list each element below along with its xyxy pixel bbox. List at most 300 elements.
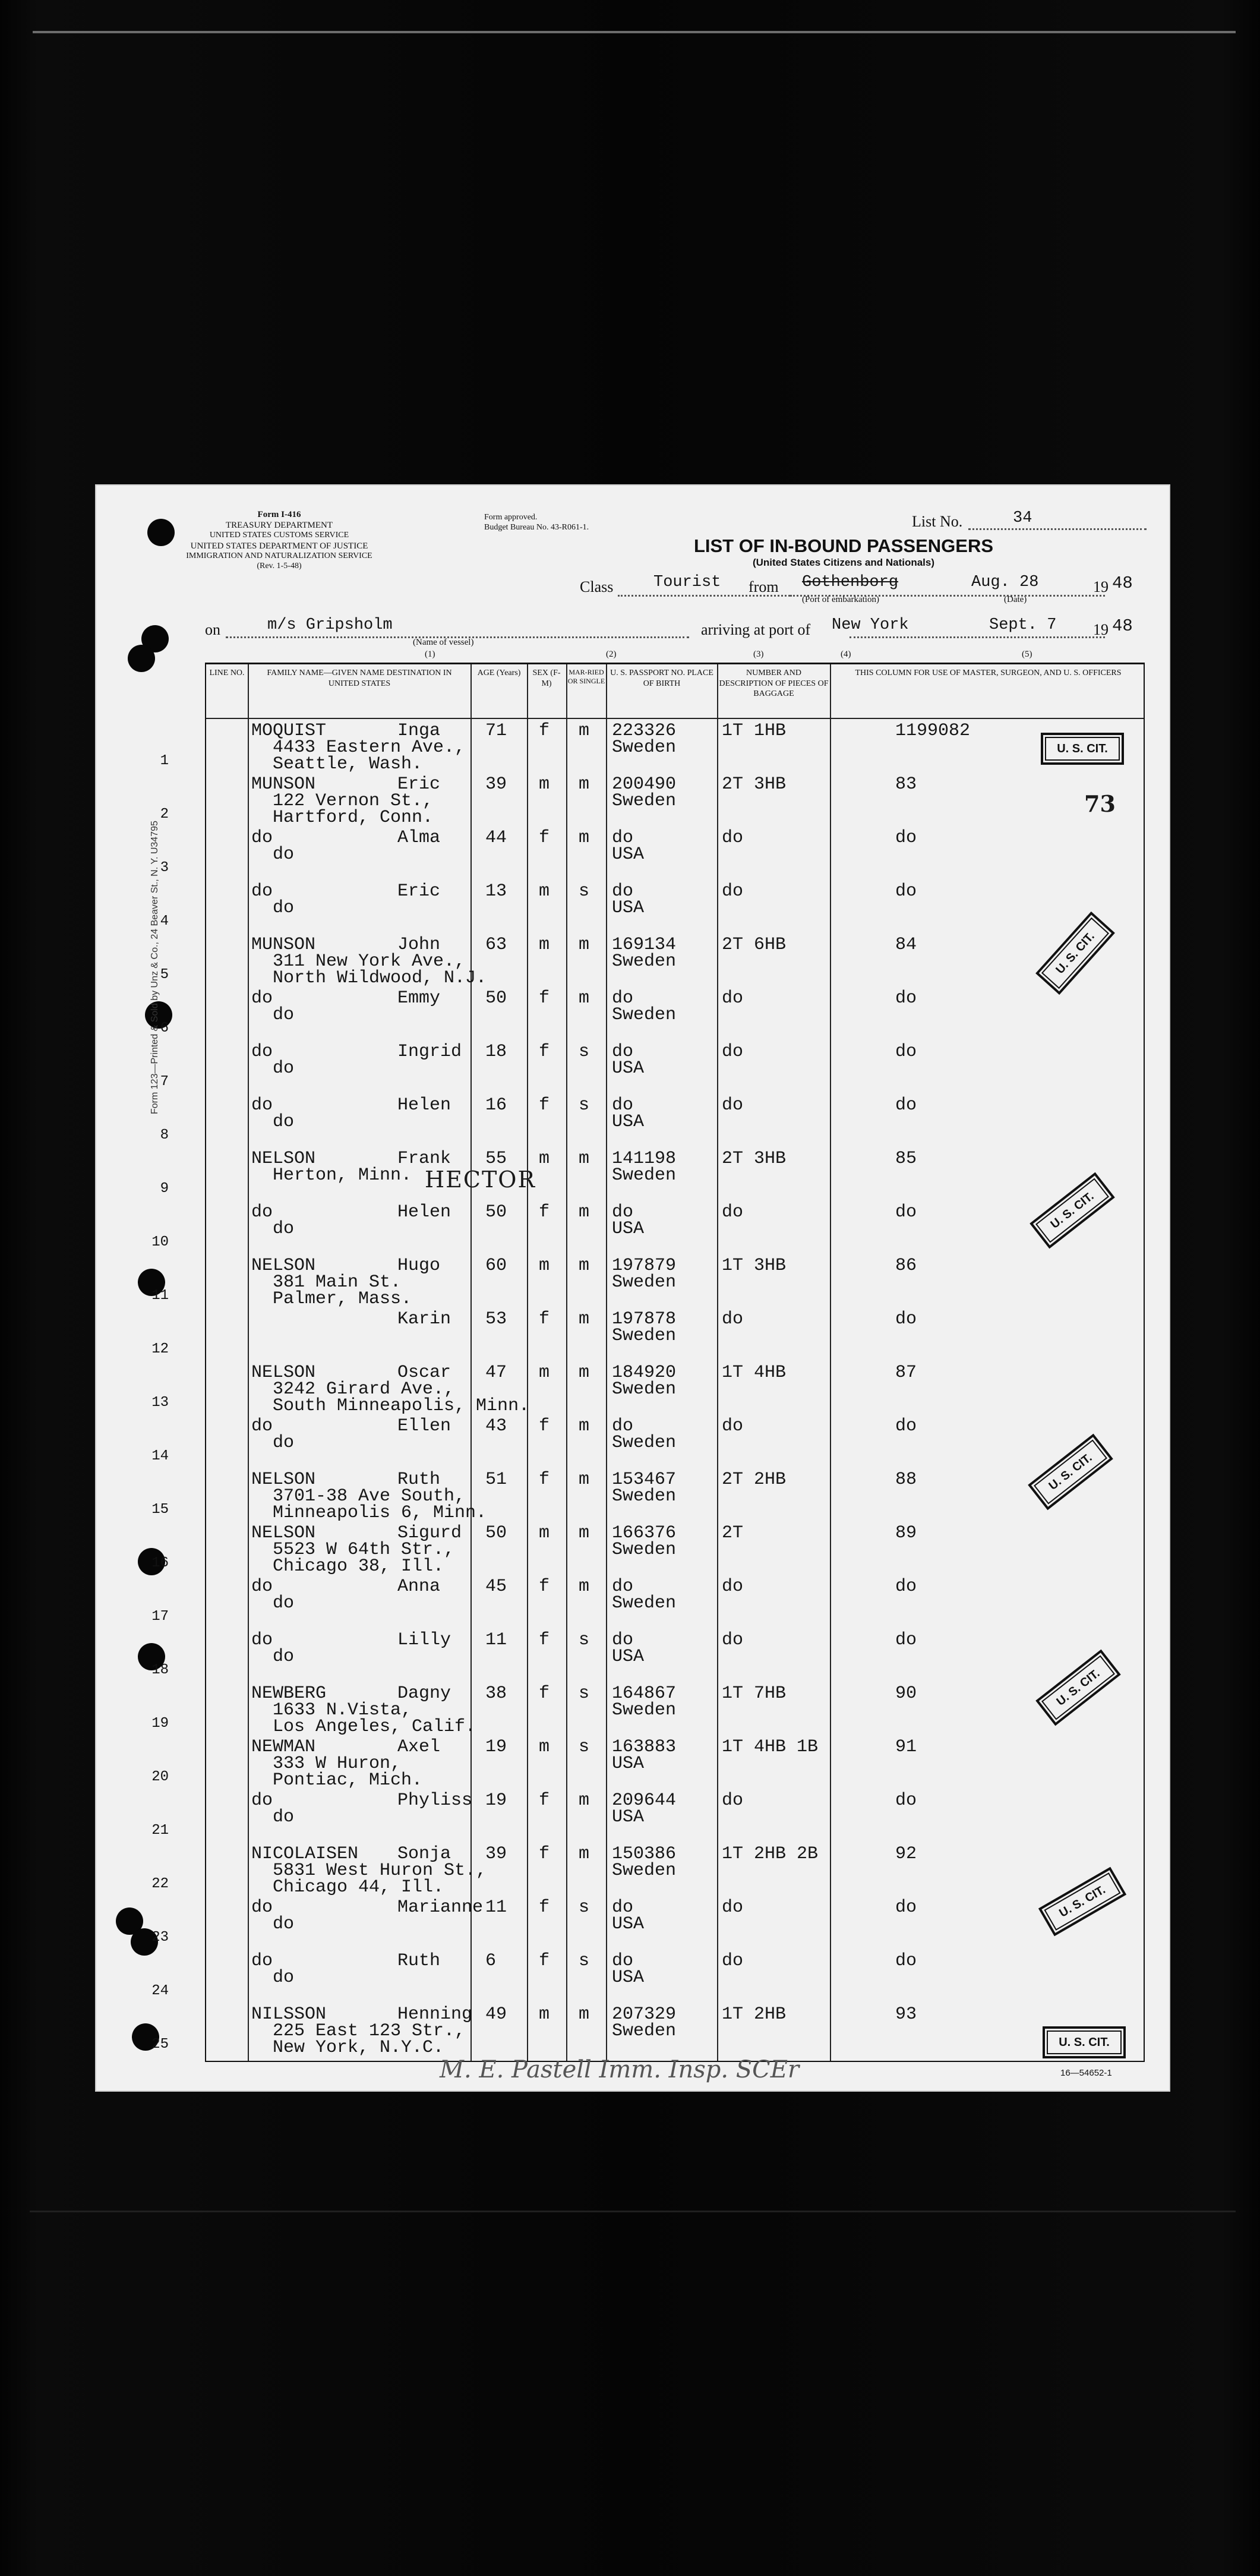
age: 63 — [485, 935, 507, 955]
place-of-birth: Sweden — [612, 1861, 677, 1881]
baggage: do — [722, 1416, 744, 1436]
destination-line1: 3242 Girard Ave., — [273, 1379, 455, 1399]
destination-line1: 1633 N.Vista, — [273, 1700, 412, 1720]
destination-line2: Los Angeles, Calif. — [273, 1717, 476, 1737]
baggage: do — [722, 1202, 744, 1222]
given-name: Dagny — [397, 1683, 451, 1704]
table-row — [160, 988, 1144, 1042]
baggage: 2T — [722, 1523, 744, 1543]
line-number: 7 — [160, 1074, 169, 1090]
officer-number: 92 — [895, 1844, 917, 1864]
col-line-no: LINE NO. — [209, 669, 245, 677]
baggage: do — [722, 1630, 744, 1650]
place-of-birth: Sweden — [612, 1486, 677, 1506]
form-approval — [484, 513, 650, 533]
destination-line1: do — [273, 1219, 295, 1239]
destination-line1: 225 East 123 Str., — [273, 2021, 466, 2041]
sex: f — [539, 1683, 550, 1704]
handwritten-correction: HECTOR — [425, 1166, 536, 1193]
officer-number: do — [895, 1202, 917, 1222]
marital-status: s — [579, 881, 590, 901]
line-number: 21 — [151, 1823, 169, 1839]
table-row — [160, 1095, 1144, 1149]
place-of-birth: Sweden — [612, 1272, 677, 1292]
line-number: 19 — [151, 1716, 169, 1732]
place-of-birth: Sweden — [612, 2021, 677, 2041]
sex: m — [539, 881, 550, 901]
table-row — [151, 1363, 1144, 1416]
marital-status: m — [579, 1416, 590, 1436]
age: 49 — [485, 2004, 507, 2025]
family-name: do — [251, 828, 273, 848]
age: 38 — [485, 1683, 507, 1704]
line-number: 8 — [160, 1127, 169, 1143]
family-name: NILSSON — [251, 2004, 327, 2025]
given-name: Sonja — [397, 1844, 451, 1864]
sex: f — [539, 721, 550, 741]
given-name: Axel — [397, 1737, 441, 1757]
treasury-dept: TREASURY DEPARTMENT — [225, 521, 333, 530]
list-no-dots — [968, 528, 1147, 530]
family-name: do — [251, 1951, 273, 1971]
passport-number: do — [612, 1416, 634, 1436]
line-number: 15 — [151, 1502, 169, 1518]
table-row — [160, 828, 1144, 881]
destination-line2: New York, N.Y.C. — [273, 2038, 444, 2058]
marital-status: m — [579, 988, 590, 1008]
destination-line1: do — [273, 1914, 295, 1934]
passport-number: 209644 — [612, 1790, 677, 1811]
given-name: Frank — [397, 1149, 451, 1169]
caption-5: (5) — [1022, 649, 1032, 659]
family-name: NELSON — [251, 1256, 316, 1276]
family-name: do — [251, 881, 273, 901]
punch-hole — [147, 519, 175, 546]
officer-number: do — [895, 1416, 917, 1436]
passport-number: 197878 — [612, 1309, 677, 1329]
family-name: NELSON — [251, 1470, 316, 1490]
officer-number: do — [895, 1095, 917, 1115]
baggage: 1T 4HB — [722, 1363, 787, 1383]
passport-number: do — [612, 1630, 634, 1650]
header-rule — [206, 718, 1144, 719]
punch-hole — [128, 645, 155, 672]
baggage: 1T 3HB — [722, 1256, 787, 1276]
given-name: Oscar — [397, 1363, 451, 1383]
destination-line1: Herton, Minn. — [273, 1165, 412, 1185]
sex: m — [539, 1737, 550, 1757]
line-number: 18 — [151, 1662, 169, 1678]
given-name: Marianne — [397, 1897, 484, 1918]
line-number: 14 — [151, 1448, 169, 1464]
officer-number: 1199082 — [895, 721, 971, 741]
sex: f — [539, 1416, 550, 1436]
place-of-birth: Sweden — [612, 951, 677, 972]
line-number: 12 — [151, 1341, 169, 1357]
age: 60 — [485, 1256, 507, 1276]
us-cit-stamp: U. S. CIT. — [1028, 1434, 1113, 1511]
table-row — [160, 881, 1144, 935]
passport-number: 169134 — [612, 935, 677, 955]
marital-status: m — [579, 1309, 590, 1329]
class-label: Class — [580, 578, 614, 595]
table-row — [151, 1577, 1144, 1630]
destination-line1: do — [273, 1968, 295, 1988]
us-cit-stamp: U. S. CIT. — [1035, 912, 1115, 995]
handwritten-count: 73 — [1084, 790, 1116, 817]
line-number: 11 — [151, 1288, 169, 1304]
officer-number: do — [895, 1309, 917, 1329]
line-number: 2 — [160, 806, 169, 822]
family-name: do — [251, 1577, 273, 1597]
passport-number: 184920 — [612, 1363, 677, 1383]
destination-line2: Seattle, Wash. — [273, 754, 423, 774]
table-row — [151, 1630, 1144, 1683]
place-of-birth: USA — [612, 844, 645, 865]
sex: f — [539, 1042, 550, 1062]
family-name: do — [251, 1416, 273, 1436]
officer-number: 84 — [895, 935, 917, 955]
caption-2: (2) — [606, 649, 617, 659]
manifest-page — [95, 484, 1170, 2092]
destination-line1: do — [273, 1005, 295, 1025]
table-row — [151, 1202, 1144, 1256]
line-number: 24 — [151, 1983, 169, 1999]
marital-status: m — [579, 935, 590, 955]
age: 50 — [485, 988, 507, 1008]
col-baggage: NUMBER AND DESCRIPTION OF PIECES OF BAGGAGE — [719, 669, 829, 698]
us-cit-stamp: U. S. CIT. — [1041, 733, 1124, 765]
destination-line2: Pontiac, Mich. — [273, 1770, 423, 1790]
destination-line1: 311 New York Ave., — [273, 951, 466, 972]
line-number: 9 — [160, 1181, 169, 1197]
passport-number: do — [612, 1095, 634, 1115]
baggage: do — [722, 1577, 744, 1597]
us-cit-stamp: U. S. CIT. — [1043, 2026, 1126, 2058]
marital-status: s — [579, 1630, 590, 1650]
family-name: do — [251, 1042, 273, 1062]
marital-status: m — [579, 1844, 590, 1864]
destination-line1: 381 Main St. — [273, 1272, 402, 1292]
marital-status: s — [579, 1683, 590, 1704]
family-name: do — [251, 1202, 273, 1222]
destination-line2: Chicago 44, Ill. — [273, 1877, 444, 1897]
sex: f — [539, 1309, 550, 1329]
family-name: do — [251, 1897, 273, 1918]
us-cit-stamp: U. S. CIT. — [1030, 1172, 1115, 1249]
age: 50 — [485, 1523, 507, 1543]
passport-number: do — [612, 881, 634, 901]
table-row — [151, 1897, 1144, 1951]
age: 11 — [485, 1630, 507, 1650]
baggage: 1T 7HB — [722, 1683, 787, 1704]
table-row — [151, 1416, 1144, 1470]
destination-line1: 333 W Huron, — [273, 1754, 402, 1774]
age: 13 — [485, 881, 507, 901]
marital-status: m — [579, 1470, 590, 1490]
officer-number: do — [895, 1042, 917, 1062]
table-row — [151, 1951, 1144, 2004]
customs-service: UNITED STATES CUSTOMS SERVICE — [209, 531, 349, 540]
place-of-birth: Sweden — [612, 1700, 677, 1720]
age: 71 — [485, 721, 507, 741]
passport-number: 166376 — [612, 1523, 677, 1543]
table-row — [151, 1737, 1144, 1790]
marital-status: m — [579, 1202, 590, 1222]
given-name: Karin — [397, 1309, 451, 1329]
officer-number: 87 — [895, 1363, 917, 1383]
destination-line1: do — [273, 844, 295, 865]
place-of-birth: Sweden — [612, 1326, 677, 1346]
date-caption: (Date) — [1004, 595, 1027, 604]
table-row — [151, 1470, 1144, 1523]
sex: m — [539, 1149, 550, 1169]
place-of-birth: Sweden — [612, 737, 677, 758]
officer-number: 93 — [895, 2004, 917, 2025]
table-row — [151, 2004, 1144, 2058]
passport-number: 153467 — [612, 1470, 677, 1490]
age: 55 — [485, 1149, 507, 1169]
film-edge-bottom — [30, 2211, 1236, 2212]
table-row — [160, 1042, 1144, 1095]
film-edge-line — [33, 31, 1236, 33]
marital-status: m — [579, 828, 590, 848]
place-of-birth: USA — [612, 1112, 645, 1132]
baggage: do — [722, 1951, 744, 1971]
col-name: FAMILY NAME—GIVEN NAME DESTINATION IN UNITED STATES — [267, 669, 452, 688]
baggage: 1T 2HB — [722, 2004, 787, 2025]
officer-number: 85 — [895, 1149, 917, 1169]
destination-line1: do — [273, 1112, 295, 1132]
inspector-signature: M. E. Pastell Imm. Insp. SCEr — [440, 2056, 800, 2083]
place-of-birth: USA — [612, 1754, 645, 1774]
passport-number: 200490 — [612, 774, 677, 794]
col-passport: U. S. PASSPORT NO. PLACE OF BIRTH — [610, 669, 713, 688]
officer-number: 83 — [895, 774, 917, 794]
destination-line1: do — [273, 1647, 295, 1667]
age: 39 — [485, 774, 507, 794]
class-value: Tourist — [653, 573, 721, 591]
line-number: 17 — [151, 1609, 169, 1625]
sex: f — [539, 1095, 550, 1115]
col-married: MAR-RIED OR SINGLE — [567, 668, 605, 685]
year-prefix-1: 19 — [1093, 578, 1109, 595]
officer-number: do — [895, 1630, 917, 1650]
table-row — [151, 1523, 1144, 1577]
age: 43 — [485, 1416, 507, 1436]
on-label: on — [205, 621, 220, 638]
port-caption: (Port of embarkation) — [802, 595, 879, 604]
justice-dept: UNITED STATES DEPARTMENT OF JUSTICE — [190, 541, 368, 551]
place-of-birth: USA — [612, 1219, 645, 1239]
officer-number: 86 — [895, 1256, 917, 1276]
line-number: 5 — [160, 967, 169, 983]
table-row — [151, 1844, 1144, 1897]
given-name: Ruth — [397, 1951, 441, 1971]
place-of-birth: USA — [612, 1807, 645, 1827]
officer-number: do — [895, 828, 917, 848]
baggage: do — [722, 1897, 744, 1918]
destination-line2: Palmer, Mass. — [273, 1289, 412, 1309]
family-name: NICOLAISEN — [251, 1844, 359, 1864]
sex: m — [539, 1256, 550, 1276]
marital-status: m — [579, 1790, 590, 1811]
baggage: do — [722, 988, 744, 1008]
place-of-birth: USA — [612, 898, 645, 918]
place-of-birth: USA — [612, 1914, 645, 1934]
passport-number: 197879 — [612, 1256, 677, 1276]
marital-status: m — [579, 774, 590, 794]
age: 53 — [485, 1309, 507, 1329]
sex: f — [539, 1897, 550, 1918]
given-name: Eric — [397, 774, 441, 794]
marital-status: s — [579, 1737, 590, 1757]
destination-line2: Chicago 38, Ill. — [273, 1556, 444, 1577]
age: 47 — [485, 1363, 507, 1383]
family-name: NEWMAN — [251, 1737, 316, 1757]
col-officers: THIS COLUMN FOR USE OF MASTER, SURGEON, AND U. S. OFFICERS — [855, 669, 1122, 677]
officer-number: do — [895, 1951, 917, 1971]
col-sex: SEX (F-M) — [532, 669, 561, 688]
baggage: do — [722, 881, 744, 901]
given-name: John — [397, 935, 441, 955]
family-name: do — [251, 988, 273, 1008]
place-of-birth: Sweden — [612, 1165, 677, 1185]
sex: f — [539, 1470, 550, 1490]
marital-status: s — [579, 1095, 590, 1115]
family-name: MUNSON — [251, 774, 316, 794]
line-number: 4 — [160, 913, 169, 929]
list-no-label: List No. — [912, 513, 963, 530]
family-name: do — [251, 1630, 273, 1650]
passport-number: 163883 — [612, 1737, 677, 1757]
age: 6 — [485, 1951, 497, 1971]
arriving-label: arriving at port of — [701, 621, 811, 638]
passport-number: do — [612, 1577, 634, 1597]
officer-number: 89 — [895, 1523, 917, 1543]
age: 16 — [485, 1095, 507, 1115]
given-name: Eric — [397, 881, 441, 901]
table-row — [151, 1790, 1144, 1844]
caption-4: (4) — [841, 649, 851, 659]
officer-number: do — [895, 1897, 917, 1918]
caption-3: (3) — [753, 649, 764, 659]
print-code: 16—54652-1 — [1060, 2068, 1112, 2078]
age: 39 — [485, 1844, 507, 1864]
destination-line1: do — [273, 1593, 295, 1613]
age: 45 — [485, 1577, 507, 1597]
marital-status: m — [579, 1523, 590, 1543]
destination-line1: do — [273, 1058, 295, 1079]
budget-bureau: Budget Bureau No. 43-R061-1. — [484, 522, 589, 532]
us-cit-stamp: U. S. CIT. — [1038, 1867, 1126, 1937]
baggage: do — [722, 1309, 744, 1329]
title-block — [677, 535, 1010, 569]
line-number: 13 — [151, 1395, 169, 1411]
year-prefix-2: 19 — [1093, 621, 1109, 638]
sex: m — [539, 2004, 550, 2025]
table-row — [160, 1149, 1144, 1202]
family-name: NELSON — [251, 1523, 316, 1543]
family-name: MOQUIST — [251, 721, 327, 741]
baggage: 2T 6HB — [722, 935, 787, 955]
baggage: do — [722, 1790, 744, 1811]
destination-line2: South Minneapolis, Minn. — [273, 1396, 530, 1416]
passport-number: do — [612, 1042, 634, 1062]
line-number: 16 — [151, 1555, 169, 1571]
sex: f — [539, 1577, 550, 1597]
arrival-port: New York — [832, 616, 909, 634]
place-of-birth: Sweden — [612, 1433, 677, 1453]
line-number: 10 — [151, 1234, 169, 1250]
passport-number: 164867 — [612, 1683, 677, 1704]
sex: f — [539, 1630, 550, 1650]
officer-number: do — [895, 1577, 917, 1597]
marital-status: s — [579, 1951, 590, 1971]
baggage: do — [722, 1042, 744, 1062]
page-title: LIST OF IN-BOUND PASSENGERS — [693, 535, 994, 556]
line-number: 23 — [151, 1929, 169, 1946]
passport-number: do — [612, 1202, 634, 1222]
sex: f — [539, 988, 550, 1008]
age: 11 — [485, 1897, 507, 1918]
vessel-name: m/s Gripsholm — [267, 616, 393, 634]
given-name: Helen — [397, 1095, 451, 1115]
age: 51 — [485, 1470, 507, 1490]
place-of-birth: Sweden — [612, 1593, 677, 1613]
destination-line2: Hartford, Conn. — [273, 808, 434, 828]
table-row — [160, 935, 1144, 988]
baggage: 1T 4HB 1B — [722, 1737, 819, 1757]
baggage: do — [722, 1095, 744, 1115]
baggage: do — [722, 828, 744, 848]
family-name: do — [251, 1095, 273, 1115]
family-name: NELSON — [251, 1363, 316, 1383]
marital-status: m — [579, 1577, 590, 1597]
place-of-birth: Sweden — [612, 1540, 677, 1560]
age: 50 — [485, 1202, 507, 1222]
form-number: Form I-416 — [257, 510, 301, 519]
destination-line1: do — [273, 1433, 295, 1453]
marital-status: m — [579, 2004, 590, 2025]
marital-status: s — [579, 1897, 590, 1918]
officer-number: do — [895, 1790, 917, 1811]
line-number: 3 — [160, 860, 169, 876]
family-name: do — [251, 1790, 273, 1811]
destination-line2: North Wildwood, N.J. — [273, 968, 487, 988]
destination-line1: 3701-38 Ave South, — [273, 1486, 466, 1506]
form-header-left — [184, 509, 374, 571]
sex: m — [539, 1523, 550, 1543]
line-number: 6 — [160, 1020, 169, 1036]
passport-number: do — [612, 828, 634, 848]
officer-number: 88 — [895, 1470, 917, 1490]
officer-number: do — [895, 988, 917, 1008]
marital-status: m — [579, 1149, 590, 1169]
age: 19 — [485, 1790, 507, 1811]
col-age: AGE (Years) — [477, 669, 521, 677]
printer-imprint: Form 123—Printed & Sold by Unz & Co., 24 Beaver St., N. Y. U34795 — [150, 821, 160, 1114]
marital-status: m — [579, 721, 590, 741]
passport-number: 223326 — [612, 721, 677, 741]
place-of-birth: USA — [612, 1647, 645, 1667]
officer-number: 91 — [895, 1737, 917, 1757]
given-name: Hugo — [397, 1256, 441, 1276]
family-name: NEWBERG — [251, 1683, 327, 1704]
place-of-birth: Sweden — [612, 1379, 677, 1399]
arrival-dots — [850, 636, 1105, 638]
given-name: Anna — [397, 1577, 441, 1597]
